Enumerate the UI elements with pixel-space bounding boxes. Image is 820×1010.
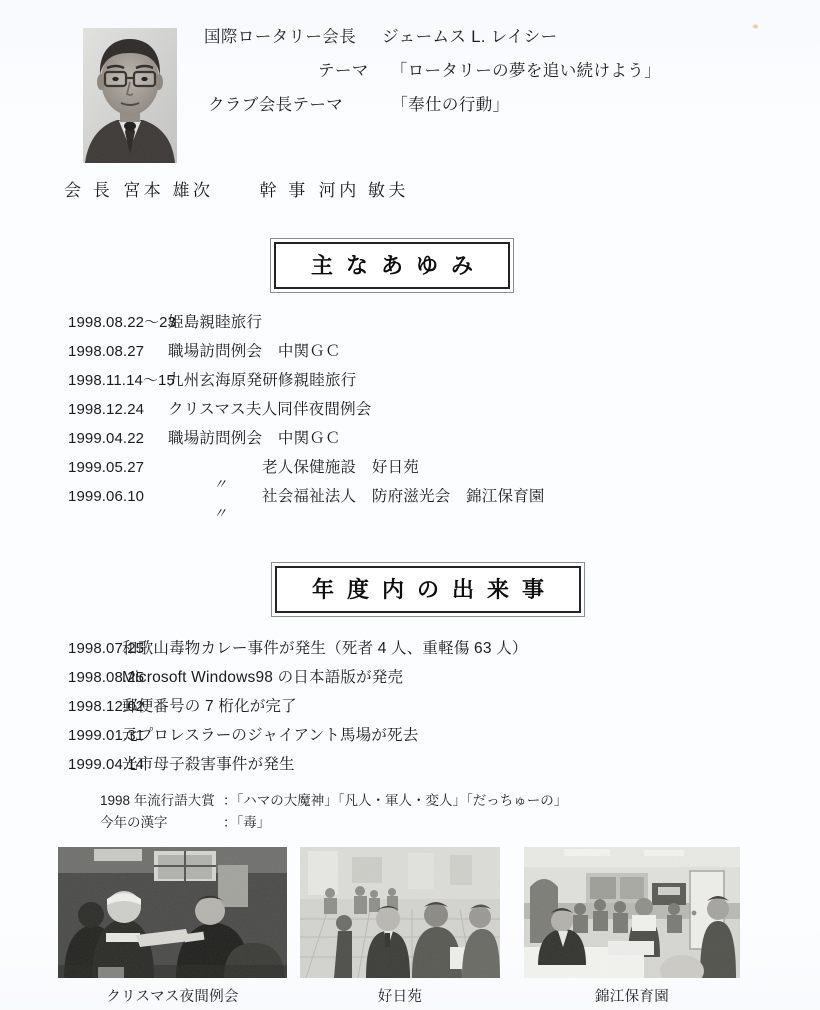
row-description: 九州玄海原発研修親睦旅行 xyxy=(168,372,357,389)
footnote-value: ：「毒」 xyxy=(223,815,271,830)
club-theme-line xyxy=(200,88,800,122)
row-date: 1999.06.10 xyxy=(68,488,145,505)
list-row: 1999.06.10 〃 社会福祉法人 防府滋光会 錦江保育園 xyxy=(0,482,820,511)
ri-president-line xyxy=(200,20,800,54)
footnote-label: 今年の漢字 xyxy=(100,815,168,830)
president-portrait-photo xyxy=(83,28,177,163)
president-name: 宮本 雄次 xyxy=(123,181,214,200)
row-description: 光市母子殺害事件が発生 xyxy=(122,756,295,773)
row-date: 1999.04.22 xyxy=(68,430,145,447)
row-date: 1999.05.27 xyxy=(68,459,145,476)
ri-president-name: ジェームス L. レイシー xyxy=(382,28,558,46)
section-heading-year-events xyxy=(271,562,585,617)
row-date: 1998.12.02 xyxy=(68,698,145,715)
header-title-block xyxy=(200,20,800,122)
list-row xyxy=(0,750,820,779)
row-date: 1998.12.24 xyxy=(68,401,145,418)
ri-theme-value: 「ロータリーの夢を追い続けよう」 xyxy=(390,62,662,80)
photo-caption: 錦江保育園 xyxy=(595,989,669,1005)
list-row xyxy=(0,366,820,395)
section-heading-main-milestones xyxy=(270,238,514,293)
row-date: 1998.11.14〜15 xyxy=(68,372,175,389)
row-description: クリスマス夫人同伴夜間例会 xyxy=(168,401,372,418)
row-date: 1998.07.25 xyxy=(68,640,145,657)
year-events-list xyxy=(0,634,820,779)
row-date: 1998.08.25 xyxy=(68,669,145,686)
milestones-list xyxy=(0,308,820,521)
row-description: 職場訪問例会 中関ＧＣ xyxy=(168,343,341,360)
list-row xyxy=(0,663,820,692)
buzzwords-footnote xyxy=(100,790,567,834)
row-date: 1998.08.27 xyxy=(68,343,145,360)
row-description: 職場訪問例会 中関ＧＣ xyxy=(168,430,341,447)
president-label: 会 長 xyxy=(64,181,114,200)
secretary-name: 河内 敏夫 xyxy=(318,181,409,200)
section-heading-text: 主なあゆみ xyxy=(311,254,487,279)
row-description: Microsoft Windows98 の日本語版が発売 xyxy=(122,669,404,686)
row-description: 社会福祉法人 防府滋光会 錦江保育園 xyxy=(262,488,545,505)
list-row xyxy=(0,395,820,424)
list-row xyxy=(0,721,820,750)
officers-line xyxy=(64,176,409,201)
list-row: 1999.05.27 〃 老人保健施設 好日苑 xyxy=(0,453,820,482)
kojitsuen-visit-photo xyxy=(300,847,500,978)
kinkou-nursery-photo xyxy=(524,847,740,978)
club-theme-label: クラブ会長テーマ xyxy=(208,96,344,114)
row-date: 1998.08.22〜23 xyxy=(68,314,177,331)
row-description: 郵便番号の 7 桁化が完了 xyxy=(122,698,297,715)
row-description: 元プロレスラーのジャイアント馬場が死去 xyxy=(122,727,419,744)
section-heading-text: 年度内の出来事 xyxy=(312,578,558,603)
row-description: 姫島親睦旅行 xyxy=(168,314,263,331)
list-row xyxy=(0,308,820,337)
list-row xyxy=(0,337,820,366)
secretary-label: 幹 事 xyxy=(259,181,309,200)
ri-theme-label: テーマ xyxy=(318,62,369,80)
ri-theme-line xyxy=(200,54,800,88)
row-date: 1999.01.31 xyxy=(68,727,145,744)
row-description: 老人保健施設 好日苑 xyxy=(262,459,420,476)
footnote-value: ：「ハマの大魔神」「凡人・軍人・変人」「だっちゅーの」 xyxy=(223,793,568,808)
photo-caption: クリスマス夜間例会 xyxy=(106,989,239,1005)
list-row xyxy=(0,634,820,663)
ri-president-label: 国際ロータリー会長 xyxy=(204,28,357,46)
footnote-row xyxy=(100,790,567,812)
photo-caption: 好日苑 xyxy=(377,989,423,1005)
section-heading-inner-border xyxy=(274,242,510,289)
list-row xyxy=(0,692,820,721)
christmas-evening-meeting-photo xyxy=(58,847,287,978)
list-row xyxy=(0,424,820,453)
row-date: 1999.04.14 xyxy=(68,756,145,773)
footnote-label: 1998 年流行語大賞 xyxy=(100,793,215,808)
row-description: 和歌山毒物カレー事件が発生（死者 4 人、重軽傷 63 人） xyxy=(122,640,528,657)
section-heading-inner-border xyxy=(275,566,581,613)
club-theme-value: 「奉仕の行動」 xyxy=(391,96,510,114)
footnote-row xyxy=(100,812,567,834)
